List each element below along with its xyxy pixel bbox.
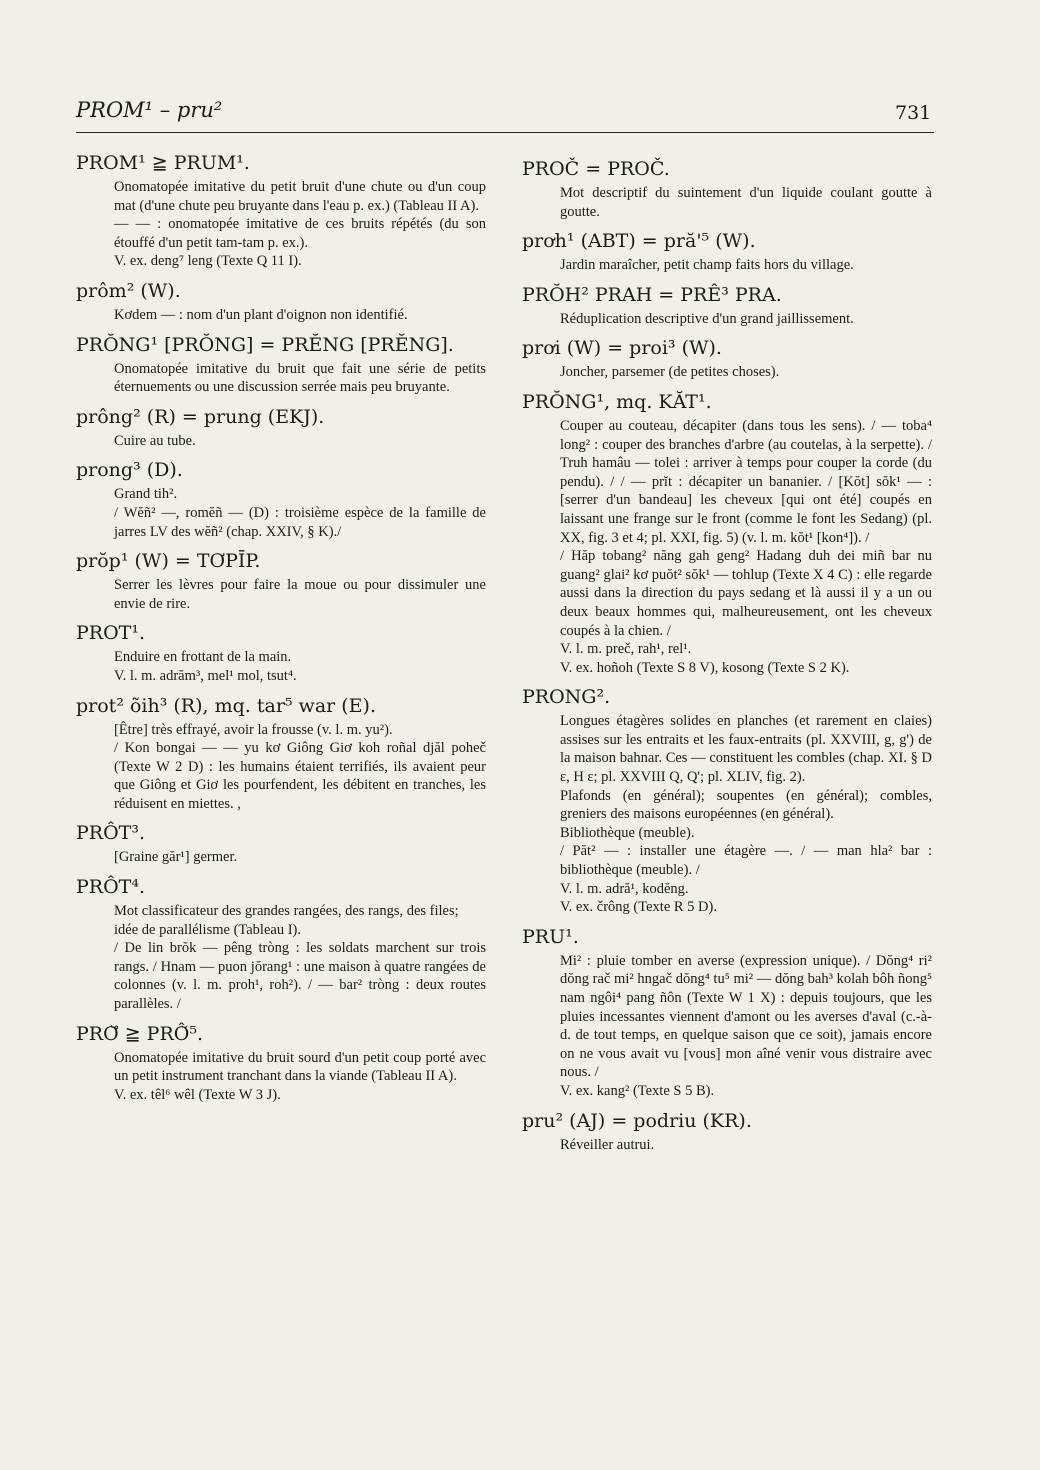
right-column	[522, 156, 932, 1161]
definition-line: Kơdem — : nom d'un plant d'oignon non identifié.	[114, 306, 408, 323]
entry-headword: PROČ = PROČ.	[522, 158, 670, 180]
entry-headword: PRU¹.	[522, 925, 579, 948]
definition-line: Mot classificateur des grandes rangées, des rangs, des files;	[114, 903, 459, 920]
dictionary-entry	[76, 1021, 486, 1105]
entry-definition	[560, 1136, 932, 1155]
definition-line: [Être] très effrayé, avoir la frousse (v. l. m. yu²).	[114, 721, 393, 738]
page-number: 731	[895, 102, 932, 124]
entry-headword: prông² (R) = prung (EKJ).	[76, 405, 325, 428]
definition-line: V. ex. hoñoh (Texte S 8 V), kosong (Texte S 2 K).	[560, 659, 850, 676]
dictionary-entry	[76, 278, 486, 325]
dictionary-entry	[522, 1108, 932, 1155]
entry-definition	[114, 178, 486, 271]
dictionary-entry	[522, 156, 932, 221]
entry-definition	[114, 485, 486, 541]
definition-line: Mi² : pluie tomber en averse (expression unique). / Dŏng⁴ ri² dŏng rač mi² hngač dŏng⁴ tu⁵ mi² — dŏng bah³ kolah bôh ñong⁵ nam ngôi⁴ pang ñôn (Texte W 1 X) : depuis toujours, que les pluies incessantes viennent d'amont ou les averses d'aval (c.-à-d. de tout temps, en quelque saison que ce soit), jamais encore on ne vous avait vu [vous] mon aîné venir vous distraire avec nous. /	[560, 952, 932, 1081]
entry-definition	[114, 306, 486, 325]
entry-headword: PRONG².	[522, 686, 611, 709]
entry-headword: PRŎH² PRAH = PRÊ³ PRA.	[522, 283, 782, 306]
definition-line: Onomatopée imitative du petit bruit d'une chute ou d'un coup mat (d'une chute peu bruyante dans l'eau p. ex.) (Tableau II A).	[114, 179, 486, 214]
definition-line: / Wĕñ² —, romĕñ — (D) : troisième espèce de la famille de jarres LV des wĕñ² (chap. XXIV, § K)./	[114, 504, 486, 540]
definition-line: Grand tih².	[114, 486, 178, 503]
dictionary-entry	[522, 228, 932, 275]
entry-headword: PRÔT³.	[76, 822, 145, 845]
dictionary-entry	[76, 332, 486, 397]
dictionary-entry	[76, 457, 486, 541]
entry-headword: prot² õih³ (R), mq. tar⁵ war (E).	[76, 694, 377, 717]
definition-line: Mot descriptif du suintement d'un liquide coulant goutte à goutte.	[560, 185, 932, 220]
entry-definition	[560, 310, 932, 329]
dictionary-entry	[76, 693, 486, 814]
running-head: PROM¹ – pru²	[76, 98, 223, 122]
definition-line: Enduire en frottant de la main.	[114, 649, 292, 666]
dictionary-entry	[522, 282, 932, 329]
definition-line: Onomatopée imitative du bruit que fait une série de petits éternuements ou une discussion serrée mais peu bruyante.	[114, 360, 486, 396]
dictionary-entry	[522, 389, 932, 677]
entry-headword: PROM¹ ≧ PRUM¹.	[76, 152, 250, 174]
dictionary-entry	[522, 684, 932, 917]
definition-line: / Păt² — : installer une étagère —. / — man hla² bar : bibliothèque (meuble). /	[560, 843, 932, 879]
dictionary-entry	[76, 404, 486, 451]
definition-line: V. ex. deng⁷ leng (Texte Q 11 I).	[114, 253, 302, 270]
entry-definition	[114, 848, 486, 867]
entry-definition	[560, 184, 932, 221]
dictionary-entry	[76, 150, 486, 271]
definition-line: V. l. m. adră¹, kodĕng.	[560, 880, 689, 897]
dictionary-entry	[76, 874, 486, 1014]
entry-definition	[560, 363, 932, 382]
definition-line: Couper au couteau, décapiter (dans tous les sens). / — toba⁴ long² : couper des branches d'arbre (au coutelas, à la serpette). / Truh hamâu — tolei : arriver à temps pour couper la corde (du pendu). / / — prĭt : décapiter un bananier. / [Kŏt] sŏk¹ — : [serrer d'un bandeau] les cheveux [qui ont été] coupés en laissant une frange sur le front (comme le font les Sedang) (pl. XX, fig. 3 et 4; pl. XXI, fig. 5) (v. l. m. kŏt¹ [kon⁴]). /	[560, 417, 932, 546]
entry-definition	[114, 576, 486, 613]
definition-line: Jardin maraîcher, petit champ faits hors du village.	[560, 257, 854, 274]
entry-headword: prŏp¹ (W) = TƠPĪP.	[76, 550, 261, 573]
entry-definition	[560, 256, 932, 275]
definition-line: Onomatopée imitative du bruit sourd d'un petit coup porté avec un petit instrument tranchant dans la viande (Tableau II A).	[114, 1049, 486, 1085]
definition-line: idée de parallélisme (Tableau I).	[114, 921, 301, 938]
definition-line: Réduplication descriptive d'un grand jaillissement.	[560, 310, 854, 327]
definition-line: V. l. m. adrăm³, mel¹ mol, tsut⁴.	[114, 667, 297, 684]
entry-definition	[560, 417, 932, 677]
entry-definition	[114, 360, 486, 397]
entry-headword: PRƠ̆ ≧ PRÔ̆⁵.	[76, 1022, 203, 1045]
entry-definition	[560, 712, 932, 917]
entry-headword: PRŎNG¹ [PRŎNG] = PRĔNG [PRĔNG].	[76, 333, 454, 356]
definition-line: Serrer les lèvres pour faire la moue ou pour dissimuler une envie de rire.	[114, 577, 486, 612]
entry-definition	[114, 902, 486, 1014]
definition-line: / De lin brŏk — pêng tròng : les soldats marchent sur trois rangs. / Hnam — puon jŏrang¹ : une maison à quatre rangées de colonnes (v. l. m. proh¹, roh²). / — bar² tròng : deux routes parallèles. /	[114, 940, 486, 1013]
dictionary-entry	[76, 820, 486, 867]
entry-headword: PRŎNG¹, mq. KĂT¹.	[522, 390, 712, 413]
definition-line: Longues étagères solides en planches (et rarement en claies) assises sur les entraits et les faux-entraits (pl. XXVIII, g, g') de la maison bahnar. Ces — constituent les combles (chap. XI. § D ε, H ε; pl. XXVIII Q, Q'; pl. XLIV, fig. 2).	[560, 713, 932, 786]
entry-definition	[560, 952, 932, 1101]
definition-line: [Graine găr¹] germer.	[114, 849, 238, 866]
entry-headword: PRÔT⁴.	[76, 876, 145, 899]
entry-definition	[114, 432, 486, 451]
entry-headword: prơh¹ (ABT) = pră'⁵ (W).	[522, 230, 756, 253]
definition-line: — — : onomatopée imitative de ces bruits répétés (du son étouffé d'un petit tam-tam p. ex.).	[114, 216, 486, 251]
entry-headword: prôm² (W).	[76, 279, 181, 302]
dictionary-entry	[76, 620, 486, 685]
dictionary-entry	[76, 548, 486, 613]
entry-definition	[114, 1049, 486, 1105]
definition-line: / Hăp tobang² năng gah geng² Hadang duh dei miñ bar nu guang² glai² kơ puŏt² sŏk¹ — tohlup (Texte X 4 C) : elle regarde aussi dans la direction du pays sedang et là aussi il y a un ou deux beaux hommes qui, malheureusement, ont les cheveux coupés à la chien. /	[560, 548, 932, 639]
definition-line: V. ex. črông (Texte R 5 D).	[560, 899, 717, 916]
entry-definition	[114, 648, 486, 685]
definition-line: Plafonds (en général); soupentes (en général); combles, greniers des maisons européennes (en général).	[560, 787, 932, 823]
entry-headword: prong³ (D).	[76, 459, 183, 482]
definition-line: / Kon bongai — — yu kơ Giông Giơ koh roñal djăl poheč (Texte W 2 D) : les humains étaient terrifiés, ils avaient peur que Giông et Giơ les pourfendent, les débitent en tranches, les réduisent en miettes. ,	[114, 740, 486, 812]
entry-headword: PROT¹.	[76, 622, 145, 645]
entry-definition	[114, 721, 486, 814]
definition-line: Bibliothèque (meuble).	[560, 824, 695, 841]
header-rule	[76, 132, 934, 133]
definition-line: Joncher, parsemer (de petites choses).	[560, 364, 780, 381]
entry-headword: prơi (W) = proi³ (W).	[522, 337, 722, 360]
definition-line: V. ex. têl⁶ wêl (Texte W 3 J).	[114, 1086, 281, 1103]
definition-line: Réveiller autrui.	[560, 1136, 655, 1153]
left-column	[76, 150, 486, 1111]
definition-line: Cuire au tube.	[114, 432, 196, 449]
entry-headword: pru² (AJ) = podriu (KR).	[522, 1109, 752, 1132]
dictionary-entry	[522, 335, 932, 382]
dictionary-entry	[522, 924, 932, 1101]
definition-line: V. ex. kang² (Texte S 5 B).	[560, 1082, 715, 1099]
definition-line: V. l. m. preč, rah¹, rel¹.	[560, 641, 692, 658]
